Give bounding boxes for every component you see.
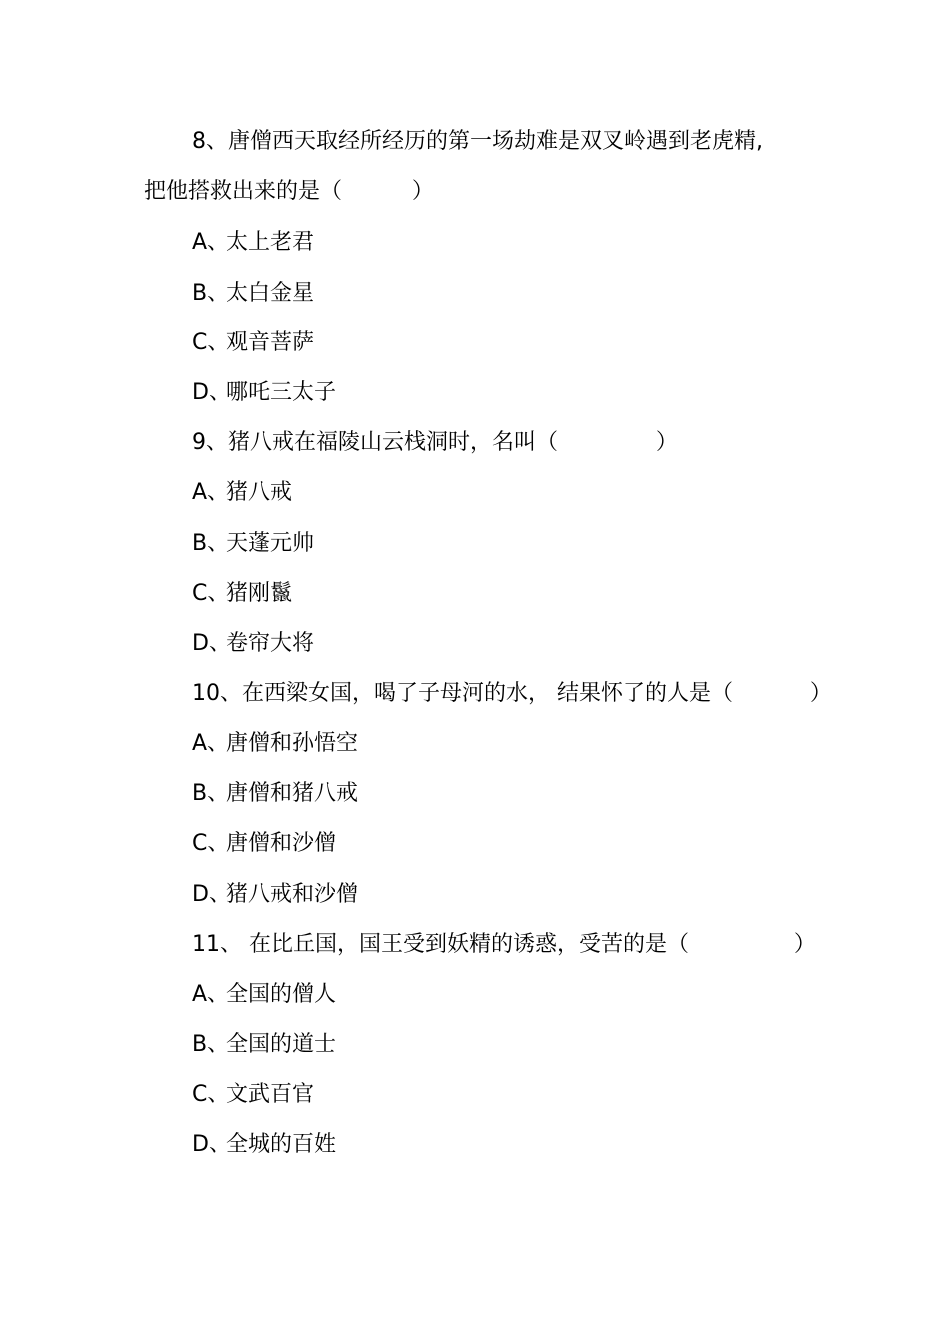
option-text: 卷帘大将 [226,631,315,656]
option-text: 猪八戒 [226,480,293,505]
question-9-option-d [192,630,314,658]
option-text: 唐僧和猪八戒 [226,781,359,806]
option-letter: C、 [192,581,230,606]
option-text: 太上老君 [226,230,315,255]
option-text: 全国的僧人 [226,982,337,1007]
option-text: 哪吒三太子 [226,380,337,405]
question-10-stem: 10、在西梁女国，喝了子母河的水， 结果怀了的人是（ ） [192,681,832,706]
option-text: 太白金星 [226,281,315,306]
option-letter: A、 [192,982,230,1007]
question-10-option-b [192,780,358,808]
option-letter: D、 [192,631,231,656]
question-8-option-b [192,280,314,308]
option-letter: D、 [192,1132,231,1157]
option-letter: B、 [192,1032,230,1057]
question-9-option-b [192,530,314,558]
option-text: 全国的道士 [226,1032,337,1057]
option-letter: A、 [192,480,230,505]
option-text: 全城的百姓 [226,1132,337,1157]
question-9-option-c [192,580,292,608]
option-letter: D、 [192,380,231,405]
question-8-option-a [192,229,314,257]
question-10-option-c [192,830,336,858]
option-text: 猪八戒和沙僧 [226,882,359,907]
question-11-option-d [192,1131,336,1159]
option-letter: B、 [192,531,230,556]
option-text: 天蓬元帅 [226,531,315,556]
question-8-option-c [192,329,314,357]
option-text: 唐僧和孙悟空 [226,731,359,756]
option-letter: C、 [192,1082,230,1107]
question-8-stem-line2: 把他搭救出来的是（ ） [144,179,434,204]
option-text: 唐僧和沙僧 [226,831,337,856]
option-text: 观音菩萨 [226,330,315,355]
option-letter: C、 [192,831,230,856]
question-11-option-c [192,1081,314,1109]
option-text: 文武百官 [226,1082,315,1107]
question-9-option-a [192,479,292,507]
option-letter: B、 [192,281,230,306]
option-letter: C、 [192,330,230,355]
question-10-option-d [192,881,358,909]
question-11-option-a [192,981,336,1009]
question-11-option-b [192,1031,336,1059]
question-8-option-d [192,379,336,407]
question-9-stem: 9、猪八戒在福陵山云栈洞时，名叫（ ） [192,430,678,455]
question-11-stem: 11、 在比丘国，国王受到妖精的诱惑，受苦的是（ ） [192,932,816,957]
question-10-option-a [192,730,358,758]
option-letter: B、 [192,781,230,806]
option-text: 猪刚鬣 [226,581,293,606]
option-letter: A、 [192,230,230,255]
option-letter: D、 [192,882,231,907]
option-letter: A、 [192,731,230,756]
question-8-stem-line1: 8、唐僧西天取经所经历的第一场劫难是双叉岭遇到老虎精, [192,129,763,154]
